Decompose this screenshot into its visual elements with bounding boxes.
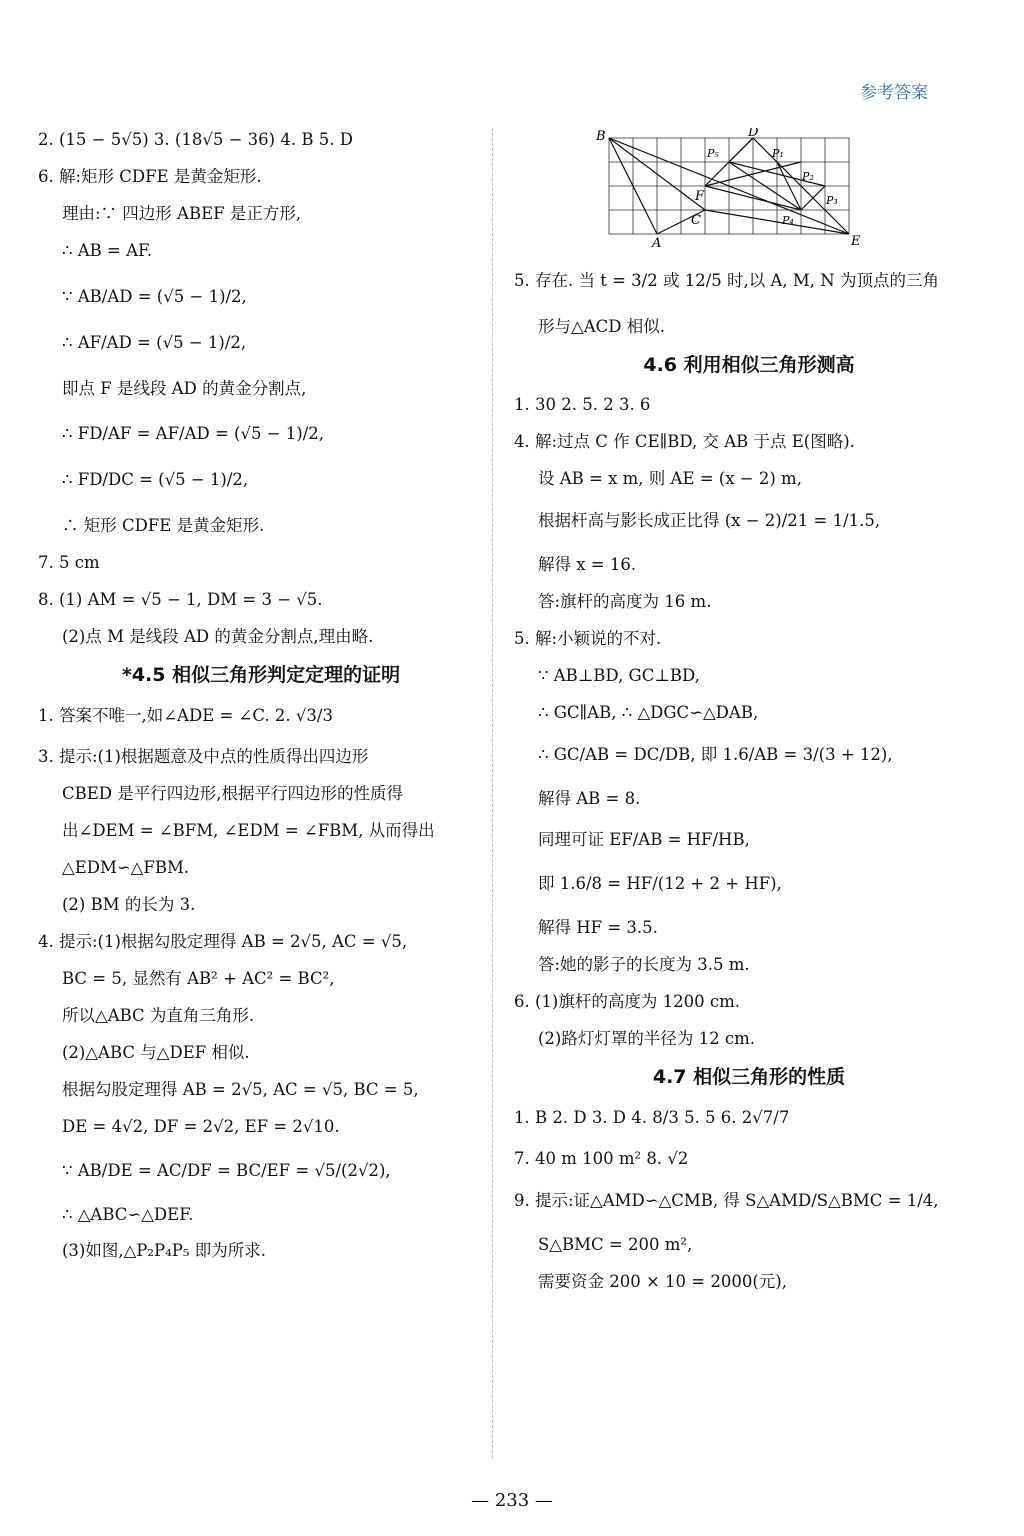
answer-line: 7. 5 cm <box>38 553 100 573</box>
column-divider <box>492 128 493 1458</box>
answer-line: CBED 是平行四边形,根据平行四边形的性质得 <box>62 784 404 804</box>
answer-line: 需要资金 200 × 10 = 2000(元), <box>538 1272 787 1292</box>
answer-line: ∴ △ABC∽△DEF. <box>62 1204 194 1224</box>
answer-line: 1. 答案不唯一,如∠ADE = ∠C. 2. √3/3 <box>38 705 333 725</box>
answer-line: 形与△ACD 相似. <box>538 316 665 336</box>
answer-line: △EDM∽△FBM. <box>62 858 190 878</box>
label-B: B <box>596 129 606 144</box>
left-column <box>38 128 484 1276</box>
answer-line: 设 AB = x m, 则 AE = (x − 2) m, <box>538 469 802 489</box>
grid-figure <box>594 128 984 255</box>
answer-line: (2)△ABC 与△DEF 相似. <box>62 1042 250 1062</box>
answer-line: 5. 解:小颖说的不对. <box>514 628 662 648</box>
answer-line: 解得 HF = 3.5. <box>538 918 658 938</box>
label-P2: P₂ <box>802 170 814 183</box>
label-P1: P₁ <box>772 147 784 160</box>
label-E: E <box>851 234 861 248</box>
section-title-4-7: 4.7 相似三角形的性质 <box>652 1065 846 1088</box>
label-P4: P₄ <box>782 214 794 227</box>
answer-line: ∴ GC/AB = DC/DB, 即 1.6/AB = 3/(3 + 12), <box>538 744 893 764</box>
answer-line: 根据勾股定理得 AB = 2√5, AC = √5, BC = 5, <box>62 1079 419 1099</box>
answer-line: 同理可证 EF/AB = HF/HB, <box>538 830 750 850</box>
section-title-4-6: 4.6 利用相似三角形测高 <box>643 353 855 376</box>
answer-line: 1. 30 2. 5. 2 3. 6 <box>514 395 651 415</box>
answer-line: 6. 解:矩形 CDFE 是黄金矩形. <box>38 166 262 186</box>
answer-line: 2. (15 − 5√5) 3. (18√5 − 36) 4. B 5. D <box>38 130 353 149</box>
answer-line: ∵ AB⊥BD, GC⊥BD, <box>538 665 700 685</box>
label-C: C <box>691 213 701 228</box>
answer-line: 3. 提示:(1)根据题意及中点的性质得出四边形 <box>38 747 369 767</box>
label-A: A <box>652 236 662 248</box>
answer-line: S△BMC = 200 m², <box>538 1235 693 1255</box>
answer-line: 答:她的影子的长度为 3.5 m. <box>538 955 750 975</box>
answer-line: 5. 存在. 当 t = 3/2 或 12/5 时,以 A, M, N 为顶点的三角 <box>514 270 939 290</box>
answer-line: 解得 AB = 8. <box>538 788 641 808</box>
answer-line: 出∠DEM = ∠BFM, ∠EDM = ∠FBM, 从而得出 <box>62 821 435 841</box>
label-F: F <box>695 189 705 204</box>
answer-line: 即 1.6/8 = HF/(12 + 2 + HF), <box>538 874 782 894</box>
answer-line: ∴ AB = AF. <box>62 240 153 260</box>
answer-line: 8. (1) AM = √5 − 1, DM = 3 − √5. <box>38 590 323 610</box>
label-P5: P₅ <box>707 147 719 160</box>
right-column <box>514 128 984 1307</box>
answer-line: ∵ AB/AD = (√5 − 1)/2, <box>62 286 247 306</box>
answer-line: 4. 提示:(1)根据勾股定理得 AB = 2√5, AC = √5, <box>38 932 408 952</box>
answer-line: 6. (1)旗杆的高度为 1200 cm. <box>514 992 740 1012</box>
answer-line: DE = 4√2, DF = 2√2, EF = 2√10. <box>62 1116 340 1136</box>
label-D: D <box>748 128 759 140</box>
answer-line: 答:旗杆的高度为 16 m. <box>538 591 712 611</box>
label-P3: P₃ <box>826 194 838 207</box>
answer-line: (3)如图,△P₂P₄P₅ 即为所求. <box>62 1241 266 1261</box>
header-label: 参考答案 <box>860 83 928 103</box>
answer-line: 1. B 2. D 3. D 4. 8/3 5. 5 6. 2√7/7 <box>514 1107 790 1127</box>
answer-line: (2)点 M 是线段 AD 的黄金分割点,理由略. <box>62 627 374 647</box>
answer-line: 即点 F 是线段 AD 的黄金分割点, <box>62 378 307 398</box>
answer-line: ∴ GC∥AB, ∴ △DGC∽△DAB, <box>538 702 759 722</box>
answer-line: ∵ AB/DE = AC/DF = BC/EF = √5/(2√2), <box>62 1160 391 1180</box>
answer-line: 解得 x = 16. <box>538 555 637 574</box>
answer-line: (2)路灯灯罩的半径为 12 cm. <box>538 1029 755 1049</box>
answer-line: 理由:∵ 四边形 ABEF 是正方形, <box>62 203 302 223</box>
answer-line: (2) BM 的长为 3. <box>62 895 196 915</box>
answer-line: BC = 5, 显然有 AB² + AC² = BC², <box>62 968 335 988</box>
answer-line: 7. 40 m 100 m² 8. √2 <box>514 1149 689 1169</box>
answer-line: ∴ 矩形 CDFE 是黄金矩形. <box>62 516 265 536</box>
answer-line: 4. 解:过点 C 作 CE∥BD, 交 AB 于点 E(图略). <box>514 432 855 452</box>
answer-line: ∴ FD/DC = (√5 − 1)/2, <box>62 470 249 490</box>
grid-figure-svg <box>594 128 864 248</box>
page-number: — 233 — <box>471 1490 553 1511</box>
answer-line: ∴ AF/AD = (√5 − 1)/2, <box>62 332 247 352</box>
answer-line: 所以△ABC 为直角三角形. <box>62 1005 255 1025</box>
section-title-4-5: *4.5 相似三角形判定定理的证明 <box>121 663 401 686</box>
answer-line: 9. 提示:证△AMD∽△CMB, 得 S△AMD/S△BMC = 1/4, <box>514 1191 939 1211</box>
answer-line: 根据杆高与影长成正比得 (x − 2)/21 = 1/1.5, <box>538 511 881 531</box>
answer-line: ∴ FD/AF = AF/AD = (√5 − 1)/2, <box>62 424 325 444</box>
